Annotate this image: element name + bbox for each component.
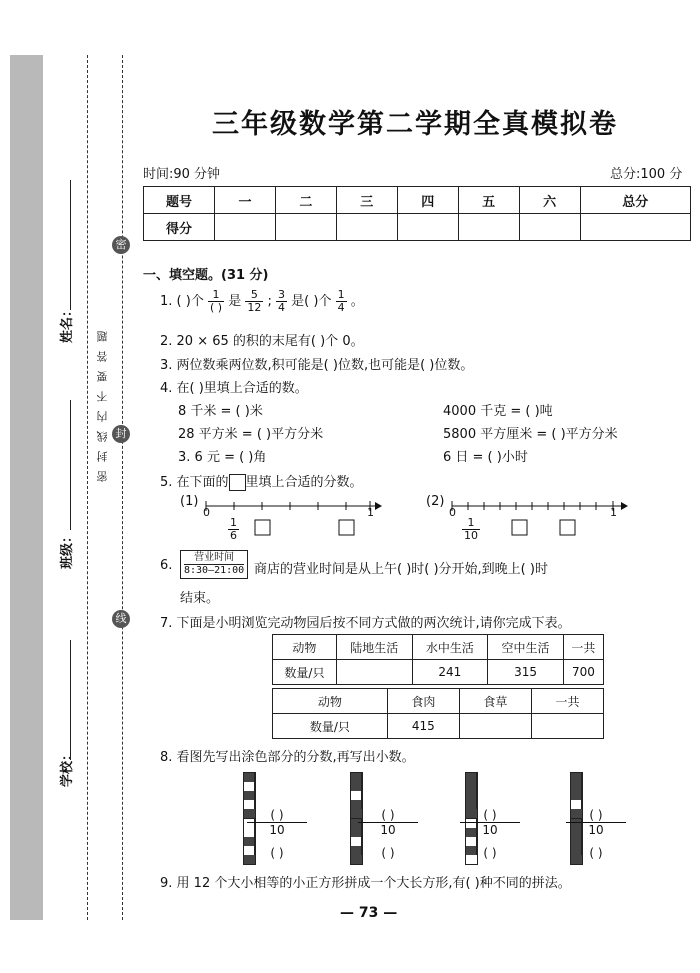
question-1 [160,288,364,316]
q4-item-e: 3. 6 元 = ( )角 [178,450,267,465]
question-5-stem [160,471,363,491]
grid-cell [244,837,255,846]
grid-cell [244,773,255,782]
q4-item-f: 6 日 = ( )小时 [443,450,528,465]
name-label: 姓名： [60,303,76,344]
q1-part-e: 。 [350,294,364,309]
table-header-cell: 陆地生活 [336,635,412,660]
fraction-numerator: 5 [245,289,263,302]
grid-cell [571,782,582,791]
score-cell[interactable] [458,214,519,241]
q8-numerator-blank[interactable]: ( ) [358,808,418,823]
grid-cell [466,782,477,791]
table-cell: 700 [563,660,603,685]
total-score: 总分:100 分 [610,167,683,182]
answer-box[interactable] [512,520,527,535]
line1-fraction [228,517,239,542]
grid-cell [351,837,362,846]
table-header-cell: 水中生活 [412,635,488,660]
q1-part-a: ( )个 [176,294,204,309]
fraction-denominator[interactable]: ( ) [209,301,223,314]
sidebar-gray-bar [10,55,43,920]
name-blank[interactable] [70,180,71,310]
table-cell: 315 [488,660,564,685]
q8-denominator: 10 [269,823,285,837]
question-4-stem: 4. 在( )里填上合适的数。 [160,381,308,396]
q8-numerator-blank[interactable]: ( ) [460,808,520,823]
fraction-numerator: 1 [337,288,345,301]
q8-decimal-blank[interactable]: ( ) [589,846,603,860]
fraction-denominator: 4 [337,301,345,314]
table-cell: 241 [412,660,488,685]
seal-dashed-line-outer [87,55,88,920]
q1-part-c: ; [267,294,272,309]
table-cell-blank[interactable] [336,660,412,685]
grid-cell [466,837,477,846]
grid-cell [351,791,362,800]
fraction-numerator: 1 [230,516,237,529]
seal-xian-stamp: 线 [112,610,130,628]
score-header-cell: 六 [519,187,580,214]
page-number: — 73 — [340,905,398,921]
q5-stem-a: 5. 在下面的 [160,475,229,490]
table-cell: 数量/只 [273,660,337,685]
table-header-cell: 食草 [459,689,531,714]
seal-feng-stamp: 封 [112,425,130,443]
grid-cell [244,782,255,791]
number-line-1-label: (1) [180,494,199,509]
school-label: 学校： [60,747,76,788]
q1-fraction-3 [276,289,287,314]
score-cell[interactable] [275,214,336,241]
table-cell-blank[interactable] [531,714,603,739]
q6-text: 商店的营业时间是从上午( )时( )分开始,到晚上( )时 [254,562,548,577]
question-2: 2. 20 × 65 的积的末尾有( )个 0。 [160,334,364,349]
score-header-cell: 三 [336,187,397,214]
section1-heading: 一、填空题。(31 分) [143,268,269,283]
grid-cell [351,782,362,791]
q8-answer-2 [358,808,418,837]
score-cell[interactable] [580,214,690,241]
q8-denominator: 10 [588,823,604,837]
table-header-cell: 空中生活 [488,635,564,660]
q4-item-c: 28 平方米 = ( )平方分米 [178,427,324,442]
q8-numerator-blank[interactable]: ( ) [566,808,626,823]
fraction-numerator: 1 [208,289,224,302]
fraction-numerator: 3 [278,288,286,301]
stats-table-1 [272,634,604,685]
q1-fraction-2 [245,289,263,314]
score-header-cell: 总分 [580,187,690,214]
q1-num: 1. [160,294,173,309]
q1-fraction-4 [336,289,347,314]
table-header-cell: 动物 [273,689,388,714]
table-cell-blank[interactable] [459,714,531,739]
q1-part-b: 是 [228,294,242,309]
fraction-denominator: 6 [230,529,237,542]
score-table [143,186,691,241]
question-3: 3. 两位数乘两位数,积可能是( )位数,也可能是( )位数。 [160,358,474,373]
fraction-denominator: 4 [278,301,286,314]
line2-one: 1 [610,506,617,519]
seal-dashed-line-inner [122,55,123,920]
number-lines-figure [200,496,630,546]
grid-cell [571,791,582,800]
fraction-denominator: 12 [247,301,262,314]
fraction-denominator: 10 [464,529,478,542]
time-limit: 时间:90 分钟 [143,167,221,182]
grid-cell [351,773,362,782]
answer-box[interactable] [255,520,270,535]
school-blank[interactable] [70,640,71,760]
number-line-2-label: (2) [426,494,445,509]
q8-decimal-blank[interactable]: ( ) [483,846,497,860]
business-hours-sign [180,550,248,579]
q8-denominator: 10 [482,823,498,837]
line1-zero: 0 [203,506,210,519]
class-blank[interactable] [70,400,71,530]
table-cell: 415 [387,714,459,739]
table-header-cell: 一共 [563,635,603,660]
answer-box[interactable] [339,520,354,535]
score-table-header-row [144,187,691,214]
score-table-score-row [144,214,691,241]
answer-box-icon [229,474,246,491]
no-answer-notice: 密封线内不要答题 [96,322,109,482]
hours-title: 营业时间 [184,552,244,565]
grid-cell [466,773,477,782]
grid-cell [244,791,255,800]
class-label: 班级： [60,529,76,570]
score-header-cell: 四 [397,187,458,214]
score-header-cell: 题号 [144,187,215,214]
q5-stem-b: 里填上合适的分数。 [245,475,363,490]
q6-text-2: 结束。 [180,591,220,606]
question-7-stem: 7. 下面是小明浏览完动物园后按不同方式做的两次统计,请你完成下表。 [160,616,571,631]
page-title: 三年级数学第二学期全真模拟卷 [212,109,618,140]
stats-table-2 [272,688,604,739]
score-row-label: 得分 [144,214,215,241]
q4-item-d: 5800 平方厘米 = ( )平方分米 [443,427,618,442]
fraction-numerator: 1 [462,517,480,530]
q8-decimal-blank[interactable]: ( ) [381,846,395,860]
score-cell[interactable] [215,214,276,241]
hours-value: 8:30—21:00 [184,565,245,576]
table-header-cell: 食肉 [387,689,459,714]
question-9: 9. 用 12 个大小相等的小正方形拼成一个大长方形,有( )种不同的拼法。 [160,876,571,891]
score-cell[interactable] [397,214,458,241]
q1-fraction-1 [208,289,224,314]
q8-decimal-blank[interactable]: ( ) [270,846,284,860]
table-cell: 数量/只 [273,714,388,739]
line2-zero: 0 [449,506,456,519]
q1-part-d: 是( )个 [291,294,332,309]
q8-answer-4 [566,808,626,837]
grid-cell [571,773,582,782]
table-header-cell: 动物 [273,635,337,660]
q8-denominator: 10 [380,823,396,837]
seal-mi-stamp: 密 [112,236,130,254]
line2-fraction [462,517,480,542]
score-cell[interactable] [336,214,397,241]
q4-item-b: 4000 千克 = ( )吨 [443,404,553,419]
score-header-cell: 二 [275,187,336,214]
score-cell[interactable] [519,214,580,241]
q8-numerator-blank[interactable]: ( ) [247,808,307,823]
score-header-cell: 一 [215,187,276,214]
q6-num: 6. [160,558,173,573]
table-header-cell: 一共 [531,689,603,714]
grid-cell [466,791,477,800]
line1-one: 1 [367,506,374,519]
question-8-stem: 8. 看图先写出涂色部分的分数,再写出小数。 [160,750,415,765]
q4-item-a: 8 千米 = ( )米 [178,404,263,419]
q8-answer-3 [460,808,520,837]
grid-cell [571,837,582,846]
answer-box[interactable] [560,520,575,535]
score-header-cell: 五 [458,187,519,214]
q8-answer-1 [247,808,307,837]
